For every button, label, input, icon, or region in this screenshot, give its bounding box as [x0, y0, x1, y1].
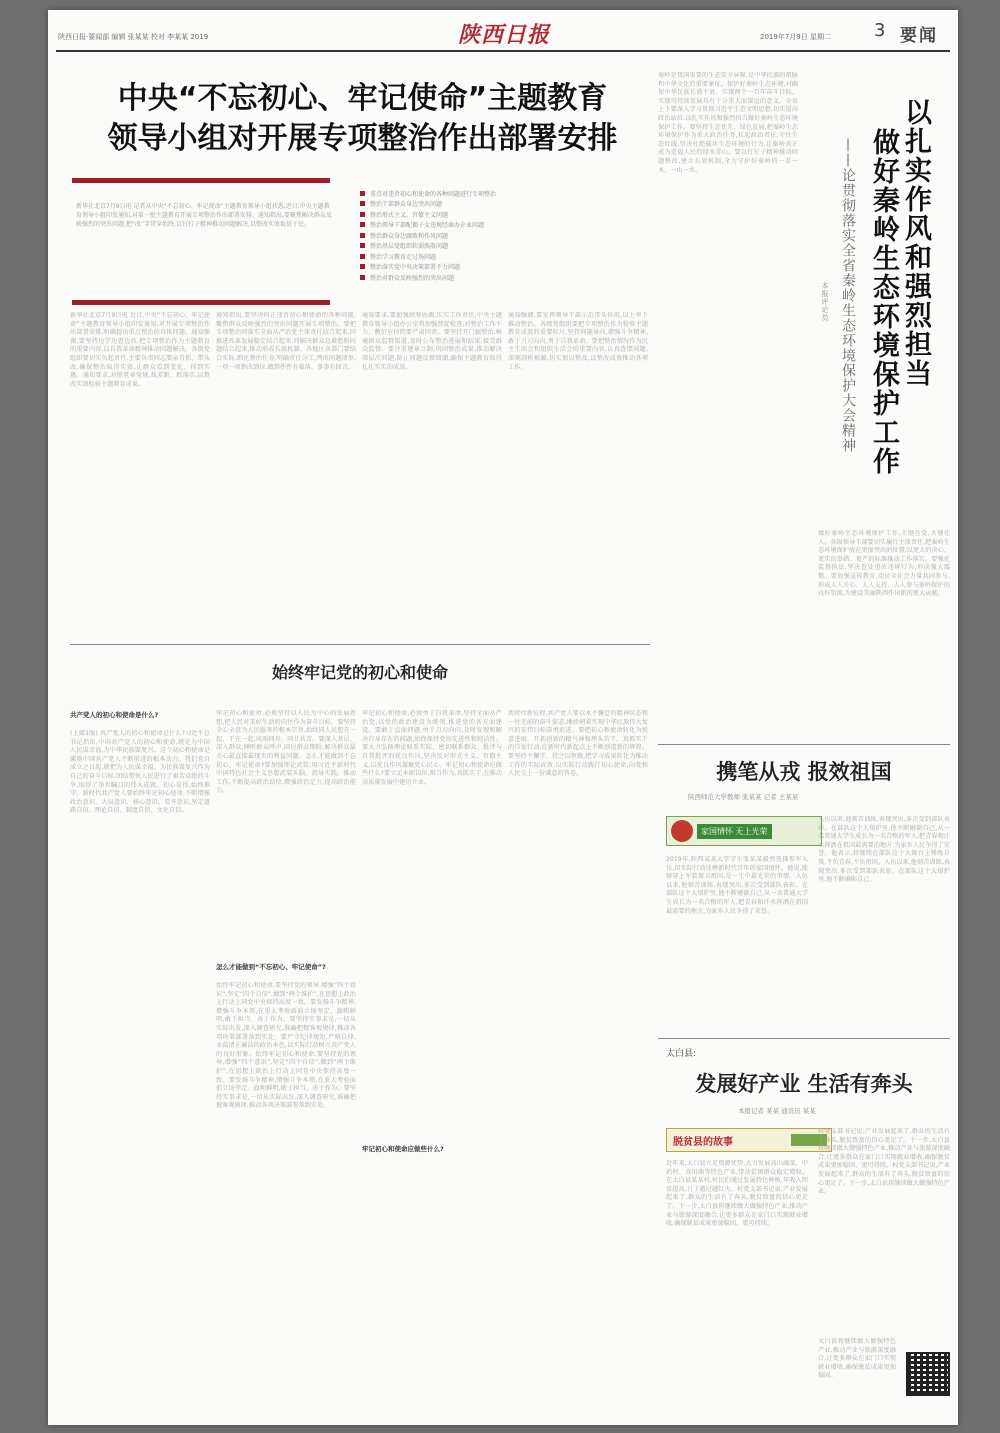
- masthead-date: 2019年7月9日 星期二: [760, 33, 831, 41]
- key-point: 整治学习教育走过场问题: [360, 251, 650, 262]
- key-point: 整治基层党组织软弱涣散问题: [360, 241, 650, 252]
- commentary-title-col1: 以扎实作风和强烈担当: [900, 98, 931, 388]
- second-article-column-cont: 始终牢记初心和使命,要坚持党的领导,增强“四个意识”,坚定“四个自信”,做到“两个维护”,在思想上政治上行动上同党中央保持高度一致。要发扬斗争精神,增强斗争本领,在重大考验面前立场坚定、旗帜鲜明,敢于担当、善于作为。要坚持实事求是,一切从实际出发,深入调查研究,准确把握客观规律,推动各项决策部署落到实处。要严守纪律规矩,严格自律,永葆清正廉洁的政治本色,以实际行动树立共产党人的良好形象。始终牢记初心和使命,要坚持党的领导,增强“四个意识”,坚定“四个自信”,做到“两个维护”,在思想上政治上行动上同党中央保持高度一致。要发扬斗争精神,增强斗争本领,在重大考验面前立场坚定、旗帜鲜明,敢于担当、善于作为。要坚持实事求是,一切从实际出发,深入调查研究,准确把握客观规律,推动各项决策部署落到实处。: [216, 982, 356, 1110]
- section-name: 要闻: [900, 26, 938, 46]
- feature-title: 携笔从戎 报效祖国: [716, 760, 892, 784]
- key-points-list: [360, 188, 650, 283]
- commentary-column: 秦岭是我国重要的生态安全屏障,是中华民族的祖脉和中华文化的重要象征。保护好秦岭生态环境,对确保中华民族长盛不衰、实现两个一百年奋斗目标、实现可持续发展具有十分重大而深远的意义。全省上下要深入学习贯彻习近平生态文明思想,切实提高政治站位,以扎实作风和强烈担当做好秦岭生态环境保护工作。要坚持生态优先、绿色发展,把秦岭生态环境保护作为重大政治任务,扛起政治责任,守住生态红线,坚决杜绝破坏生态环境的行为,让秦岭真正成为造福人民的绿水青山。要以钉钉子精神推动问题整改,建立长效机制,全力守护好秦岭的一草一木、一山一水。: [658, 72, 798, 174]
- lead-top-bar: [72, 178, 330, 183]
- feature-byline: 陕西师范大学教师 张某某 记者 王某某: [688, 793, 799, 801]
- second-article-subhead: 共产党人的初心和使命是什么?: [70, 711, 159, 719]
- main-article-column: 新华社北京7月9日电 近日,中央“不忘初心、牢记使命”主题教育领导小组印发通知,对开展专项整治作出部署安排,明确提出重点整治的具体问题。通知强调,要坚持边学边查边改,把专项整治作为主题教育的重要内容,以自我革命精神推动问题解决。各级党组织要切实负起责任,主要负责同志要亲自抓、带头改,确保整治取得实效,让群众看到变化、得到实惠。通知要求,对照党章党规,找差距、抓落实,以整改实效检验主题教育成果。: [70, 312, 210, 388]
- county-column-cont: 村党支部书记说,产业发展起来了,群众的生活有了奔头,脱贫致富的信心更足了。下一步,太白县将继续做大做强特色产业,推动产业与旅游深度融合,让更多群众在家门口实现就业增收,确保脱贫成果更加稳固、更可持续。村党支部书记说,产业发展起来了,群众的生活有了奔头,脱贫致富的信心更足了。下一步,太白县将继续做大做强特色产业。: [818, 1128, 950, 1196]
- commentary-title-col2: 做好秦岭生态环境保护工作: [868, 128, 899, 476]
- main-lead: 新华社北京7月9日电 记者从中央“不忘初心、牢记使命”主题教育领导小组获悉,近日,中央主题教育领导小组印发通知,对第一批主题教育开展专项整治作出部署安排。通知指出,要聚焦解决群众反映强烈的突出问题,把“改”字贯穿始终,以钉钉子精神推动问题解决,以整改实效取信于民。: [76, 203, 332, 228]
- commentary-byline: 本报评论员: [821, 282, 829, 322]
- lead-bottom-bar: [72, 300, 330, 305]
- masthead-info: 陕西日报·要闻部 编辑 张某某 校对 李某某 2019: [58, 33, 209, 41]
- county-kicker: 太白县:: [666, 1049, 697, 1059]
- key-point: 整治对群众反映强烈的突出问题: [360, 272, 650, 283]
- main-article-column: 通知强调,要发挥领导干部示范带头作用,以上率下推动整治。各级党组织要把专项整治作为检验主题教育成效的重要标尺,坚持问题导向,增强斗争精神,敢于刀刃向内,勇于自我革命。要把整治情况作为民主生活会和组织生活会的重要内容,认真查摆问题,深刻剖析根源,切实加以整改,以整改成效推动各项工作。: [508, 312, 648, 371]
- feature-badge-label: 家国情怀 无上光荣: [697, 824, 772, 839]
- section-divider: [658, 1038, 950, 1039]
- article-divider: [70, 644, 650, 645]
- main-headline-line1: 中央“不忘初心、牢记使命”主题教育: [117, 81, 608, 116]
- second-article-subhead: 牢记初心和使命应做些什么?: [362, 1142, 444, 1155]
- second-article-column: 新时代新征程,共产党人要以永不懈怠的精神状态和一往无前的奋斗姿态,继续朝着实现中华民族伟大复兴的宏伟目标奋勇前进。要把初心和使命转化为锐意进取、开拓创新的精气神和埋头苦干、真抓实干的自觉行动,在新时代新起点上不断创造新的辉煌。要坚持不懈学、持之以恒做,把学习成果转化为推动工作的实际成效,以实际行动践行初心使命,向党和人民交上一份满意的答卷。: [508, 710, 648, 778]
- section-divider: [658, 744, 950, 745]
- county-badge: [666, 1128, 832, 1152]
- page-number: 3: [874, 20, 886, 41]
- commentary-subtitle: ——论贯彻落实全省秦岭生态环境保护大会精神: [840, 138, 856, 453]
- county-badge-label: 脱贫县的故事: [673, 1136, 733, 1148]
- main-headline-line2: 领导小组对开展专项整治作出部署安排: [107, 121, 618, 156]
- newspaper-logo: 陕西日报: [458, 22, 551, 48]
- second-article-column: 牢记初心和使命,必须坚持以人民为中心的发展思想,把人民对美好生活的向往作为奋斗目标。要坚持全心全意为人民服务的根本宗旨,始终同人民想在一起、干在一起,风雨同舟、同甘共苦。要深入基层、深入群众,倾听群众呼声,回应群众期盼,解决群众最关心最直接最现实的利益问题。怎么才能做到不忘初心、牢记使命?要加强理论武装,用习近平新时代中国特色社会主义思想武装头脑、指导实践、推动工作,不断提高政治站位,增强政治定力,提高政治能力。: [216, 710, 356, 795]
- main-article-column: 通知指出,要坚决纠正违背初心和使命的各种问题,聚焦群众反映强烈的突出问题开展专项整治。要把专项整治同落实全面从严治党主体责任结合起来,同推进改革发展稳定结合起来,同解决群众急难愁盼问题结合起来,推动形成长效机制。各地区各部门要结合实际,细化整治任务,明确责任分工,列出问题清单,一项一项整改到位,做到件件有着落、事事有回音。: [216, 312, 356, 371]
- second-article-title: 始终牢记党的初心和使命: [271, 663, 448, 682]
- qr-code-icon: [906, 1352, 950, 1396]
- key-point: 整治群众身边腐败和作风问题: [360, 230, 650, 241]
- second-article-column: 牢记初心和使命,必须勇于自我革命,坚持全面从严治党,以党的政治建设为统领,推进党的各方面建设。要敢于直面问题,勇于刀刃向内,及时发现和解决自身存在的问题,始终保持党的先进性和纯洁性。要大力弘扬理论联系实际、密切联系群众、批评与自我批评的优良作风,坚决反对形式主义、官僚主义,以优良作风凝聚党心民心。牢记初心和使命应做些什么?要立足本职岗位,担当作为,真抓实干,在推动高质量发展中建功立业。: [362, 710, 502, 786]
- feature-column-cont: 入伍以来,他刻苦训练,表现突出,多次受到部队表彰。在部队这个大熔炉里,他不断磨砺自己,从一名普通大学生成长为一名合格的军人,把青春和汗水挥洒在祖国最需要的地方,为家乡人民争得了荣誉。他表示,将继续在部队这个大舞台上锤炼自我,不负青春,不负祖国。入伍以来,他刻苦训练,表现突出,多次受到部队表彰。在部队这个大熔炉里,他不断磨砺自己。: [818, 816, 950, 884]
- county-column-tail: 太白县将继续做大做强特色产业,推动产业与旅游深度融合,让更多群众在家门口实现就业增收,确保脱贫成果更加稳固。: [818, 1338, 896, 1380]
- second-article-column: (上接1版) 共产党人的初心和使命是什么?习近平总书记指出,中国共产党人的初心和使命,就是为中国人民谋幸福,为中华民族谋复兴。这个初心和使命是激励中国共产党人不断前进的根本动力。我们党自成立之日起,就把为人民谋幸福、为民族谋复兴作为自己的奋斗目标,团结带领人民进行了艰苦卓绝的斗争,取得了举世瞩目的伟大成就。初心易得,始终难守。新时代共产党人要始终牢记初心使命,不断增强政治意识、大局意识、核心意识、看齐意识,坚定道路自信、理论自信、制度自信、文化自信。: [70, 730, 210, 815]
- key-point: 整治干部群众身边突出问题: [360, 199, 650, 210]
- main-article-column: 通知要求,要加强统筹协调,压实工作责任,中央主题教育领导小组办公室将加强督促检查,对整治工作不力、敷衍应付的要严肃问责。要坚持开门搞整治,畅通群众监督渠道,及时公布整治进展和结果,接受群众监督。要注重建章立制,巩固整治成果,推动解决深层次问题,防止问题反弹回潮,确保主题教育取得扎扎实实的成效。: [362, 312, 502, 371]
- commentary-column: 做好秦岭生态环境保护工作,关键在党,关键在人。各级领导干部要切实履行主体责任,把秦岭生态环境保护放在更加突出的位置,以更大的决心、更实的举措、更严的标准推动工作落实。要强化监督执法,坚决查处违法违规行为,形成强大震慑。要加强宣传教育,动员全社会力量共同参与,形成人人关心、人人支持、人人参与秦岭保护的良好氛围,为建设美丽陕西作出新的更大贡献。: [818, 530, 950, 598]
- county-byline: 本报记者 某某 通讯员 某某: [738, 1107, 816, 1115]
- second-article-subhead: 怎么才能做到“不忘初心、牢记使命”?: [216, 963, 326, 971]
- key-point: 重点对违背初心和使命的各种问题进行专项整治: [360, 188, 650, 199]
- newspaper-page: [48, 10, 958, 1425]
- key-point: 整治形式主义、官僚主义问题: [360, 209, 650, 220]
- key-point: 整治领导干部配偶子女违规经商办企业问题: [360, 220, 650, 231]
- masthead-rule: [56, 50, 950, 52]
- soldier-illustration-icon: [671, 820, 693, 842]
- feature-badge: [666, 816, 822, 846]
- county-title: 发展好产业 生活有奔头: [695, 1072, 913, 1096]
- key-point: 整治落实党中央决策部署不力问题: [360, 262, 650, 273]
- county-column: 近年来,太白县立足资源优势,大力发展高山蔬菜、中药材、食用菌等特色产业,带动贫困群众稳定增收。在太白县某某村,村民们通过发展特色种植,年收入明显提高,日子越过越红火。村党支部书记说,产业发展起来了,群众的生活有了奔头,脱贫致富的信心更足了。下一步,太白县将继续做大做强特色产业,推动产业与旅游深度融合,让更多群众在家门口实现就业增收,确保脱贫成果更加稳固、更可持续。: [666, 1160, 808, 1228]
- feature-column: 2019年,陕西某某大学学生张某某毅然选择参军入伍,用实际行动诠释新时代青年的家国情怀。他说,能够穿上军装保卫祖国,是一生中最光荣的事情。入伍以来,他刻苦训练,表现突出,多次受到部队表彰。在部队这个大熔炉里,他不断磨砺自己,从一名普通大学生成长为一名合格的军人,把青春和汗水挥洒在祖国最需要的地方,为家乡人民争得了荣誉。: [666, 856, 808, 915]
